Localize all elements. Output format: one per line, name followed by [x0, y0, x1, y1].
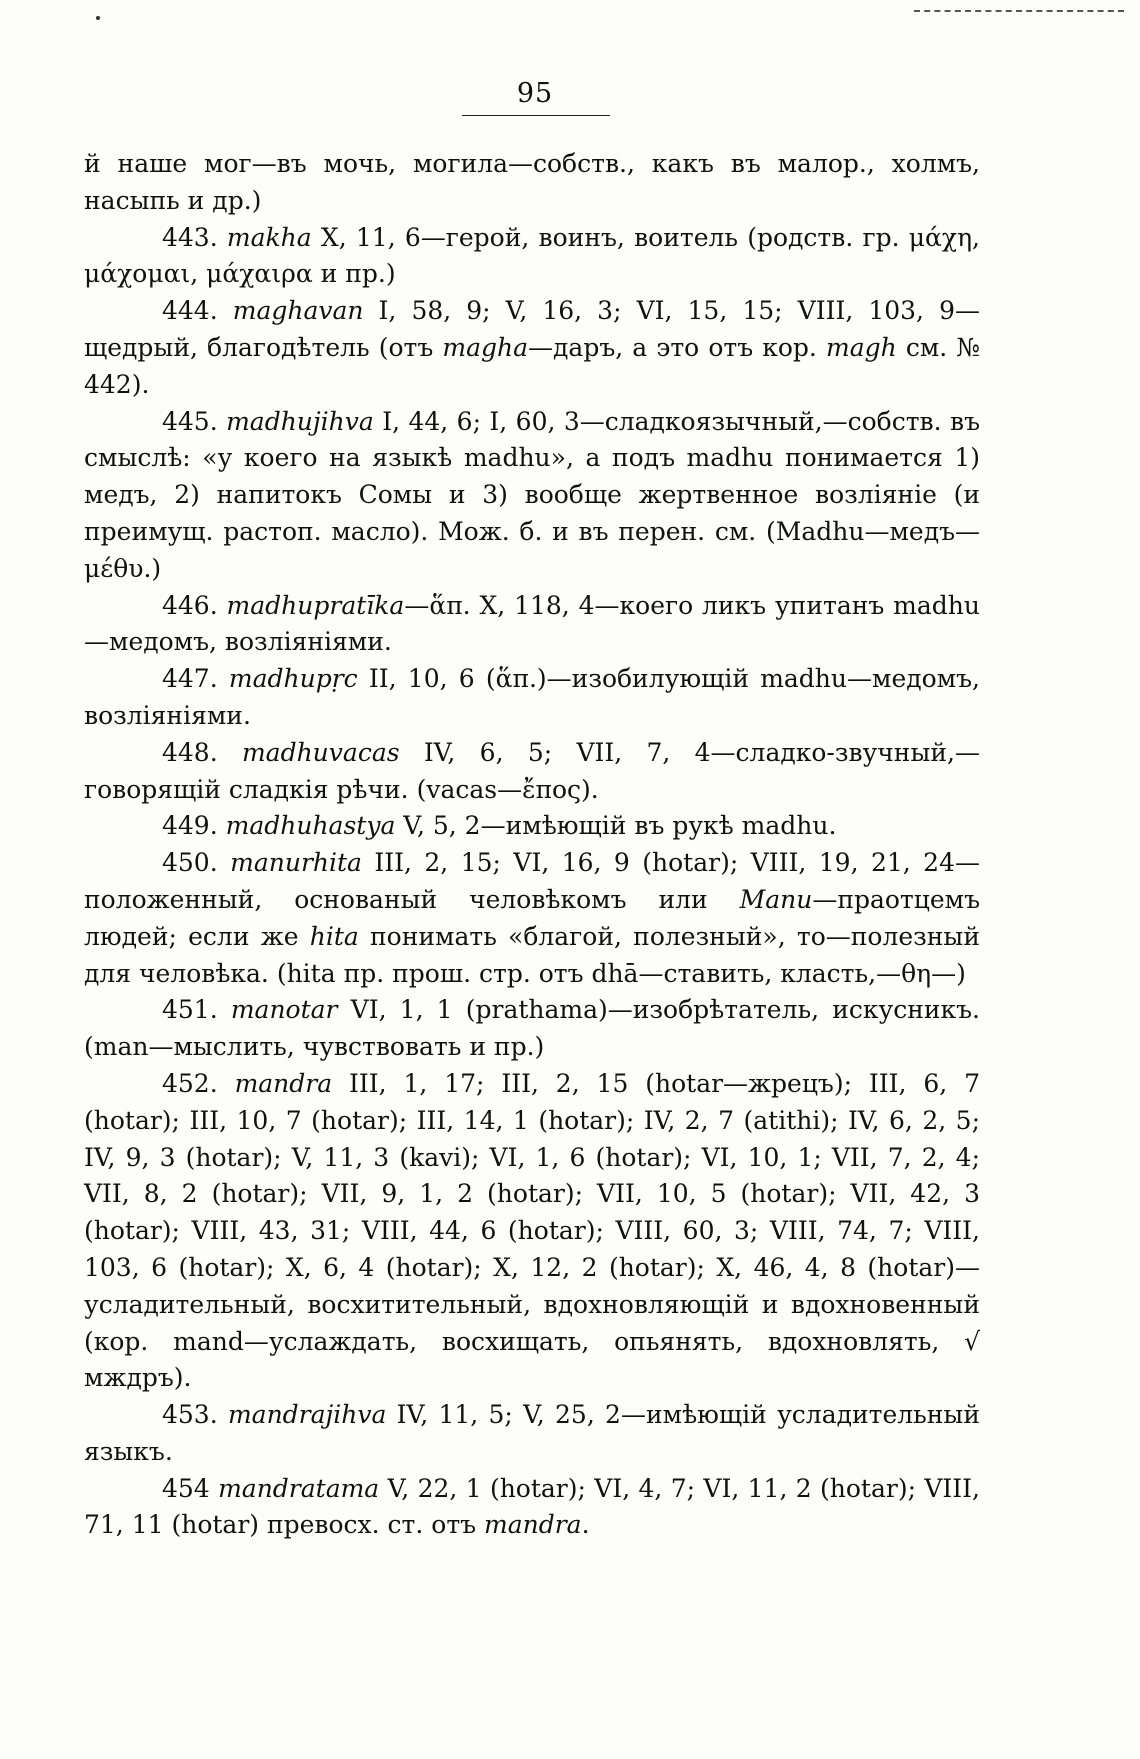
entry-text: V, 5, 2—имѣющій въ рукѣ madhu.: [395, 811, 837, 841]
dictionary-entry: [84, 808, 980, 845]
entry-text: 443.: [162, 222, 227, 252]
continuation-paragraph: [84, 146, 980, 220]
dictionary-entry: [84, 293, 980, 403]
headword-italic: maghavan: [232, 296, 364, 326]
entry-text: й наше мог—въ мочь, могила—собств., какъ въ малор., холмъ, насыпь и др.): [84, 149, 980, 215]
entry-text: 444.: [162, 296, 233, 326]
entry-text: III, 1, 17; III, 2, 15 (hotar—жрецъ); III, 6, 7 (hotar); III, 10, 7 (hotar); III, 14, 1 (hotar); IV, 2, 7 (atithi); IV, 6, 2, 5; IV, 9, 3 (hotar); V, 11, 3 (kavi); VI, 1, 6 (hotar); VI, 10, 1; VII, 7, 2, 4; VII, 8, 2 (hotar); VII, 9, 1, 2 (hotar); VII, 10, 5 (hotar); VII, 42, 3 (hotar); VIII, 43, 31; VIII, 44, 6 (hotar); VIII, 60, 3; VIII, 74, 7; VIII, 103, 6 (hotar); X, 6, 4 (hotar); X, 12, 2 (hotar); X, 46, 4, 8 (hotar)—усладительный, восхитительный, вдохновляющій и вдохновенный (кор. mand—услаждать, восхищать, опьянять, вдохновлять, √ мждръ).: [84, 1068, 980, 1393]
headword-italic: mandratama: [218, 1473, 380, 1503]
entry-text: —даръ, а это отъ кор.: [528, 332, 826, 362]
entry-text: 451.: [162, 995, 231, 1025]
top-scan-rule: [914, 10, 1124, 12]
headword-italic: madhupṛc: [228, 664, 358, 694]
dictionary-entry: [84, 735, 980, 809]
entry-text: 454: [162, 1473, 219, 1503]
headword-italic: madhujihva: [226, 406, 374, 436]
page-number: 95: [516, 78, 554, 109]
dictionary-entry: [84, 845, 980, 992]
dictionary-entry: [84, 588, 980, 662]
entry-text: см. № 442).: [84, 332, 980, 399]
entry-text: —праотцемъ людей; если же: [84, 884, 980, 951]
entry-text: I, 44, 6; I, 60, 3—сладкоязычный,—собств. въ смыслѣ: «у коего на языкѣ madhu», а подъ madhu понимается 1) медъ, 2) напитокъ Сомы и 3) вообще жертвенное возліяніе (и преимущ. растоп. масло). Мож. б. и въ перен. см. (Madhu—медъ—μέθυ.): [84, 406, 980, 583]
entry-text: 446.: [162, 590, 227, 620]
entry-text: —ἅπ. X, 118, 4—коего ликъ упитанъ madhu—медомъ, возліяніями.: [84, 590, 980, 657]
dictionary-entry: [84, 1471, 980, 1545]
page-number-rule: [462, 115, 610, 116]
entry-text: 445.: [162, 406, 227, 436]
entry-text: I, 58, 9; V, 16, 3; VI, 15, 15; VIII, 103, 9—щедрый, благодѣтель (отъ: [84, 296, 980, 362]
headword-italic: mandra: [234, 1068, 333, 1098]
entry-text: II, 10, 6 (ἅπ.)—изобилующій madhu—медомъ, возліяніями.: [84, 664, 980, 730]
entry-text: .: [581, 1510, 590, 1540]
dictionary-entry: [84, 992, 980, 1066]
entry-text: 449.: [162, 811, 226, 841]
headword-italic: madhuvacas: [241, 737, 400, 767]
headword-italic: magh: [825, 332, 897, 362]
dictionary-entry: [84, 220, 980, 294]
entry-text: IV, 6, 5; VII, 7, 4—сладко-звучный,—говорящій сладкія рѣчи. (vacas—ἔπος).: [84, 737, 980, 804]
entry-text: 452.: [162, 1068, 235, 1098]
dictionary-body: [84, 146, 980, 1544]
headword-italic: madhuhastya: [225, 811, 396, 841]
headword-italic: hita: [309, 921, 359, 951]
headword-italic: manurhita: [230, 848, 362, 878]
entry-text: X, 11, 6—герой, воинъ, воитель (родств. гр. μάχη, μάχομαι, μάχαιρα и пр.): [84, 222, 980, 289]
print-speck: [96, 16, 100, 20]
headword-italic: magha: [442, 332, 529, 362]
headword-italic: mandra: [484, 1510, 582, 1540]
dictionary-entry: [84, 1066, 980, 1397]
headword-italic: madhupratīka: [226, 590, 405, 620]
dictionary-entry: [84, 661, 980, 735]
entry-text: III, 2, 15; VI, 16, 9 (hotar); VIII, 19, 21, 24—положенный, основаный человѣкомъ или: [84, 848, 980, 914]
headword-italic: Manu: [739, 884, 813, 914]
entry-text: IV, 11, 5; V, 25, 2—имѣющій усладительный языкъ.: [84, 1400, 980, 1466]
dictionary-entry: [84, 404, 980, 588]
entry-text: 453.: [162, 1400, 228, 1430]
entry-text: 447.: [162, 664, 229, 694]
headword-italic: manotar: [230, 995, 338, 1025]
dictionary-entry: [84, 1397, 980, 1471]
entry-text: 450.: [162, 848, 231, 878]
headword-italic: mandrajihva: [227, 1400, 387, 1430]
headword-italic: makha: [226, 222, 312, 252]
entry-text: понимать «благой, полезный», то—полезный для человѣка. (hita пр. прош. стр. отъ dhā—ставить, класть,—θη—): [84, 921, 980, 988]
entry-text: 448.: [162, 737, 242, 767]
entry-text: VI, 1, 1 (prathama)—изобрѣтатель, искусникъ. (man—мыслить, чувствовать и пр.): [84, 995, 980, 1062]
entry-text: V, 22, 1 (hotar); VI, 4, 7; VI, 11, 2 (hotar); VIII, 71, 11 (hotar) превосх. ст. отъ: [84, 1473, 980, 1540]
